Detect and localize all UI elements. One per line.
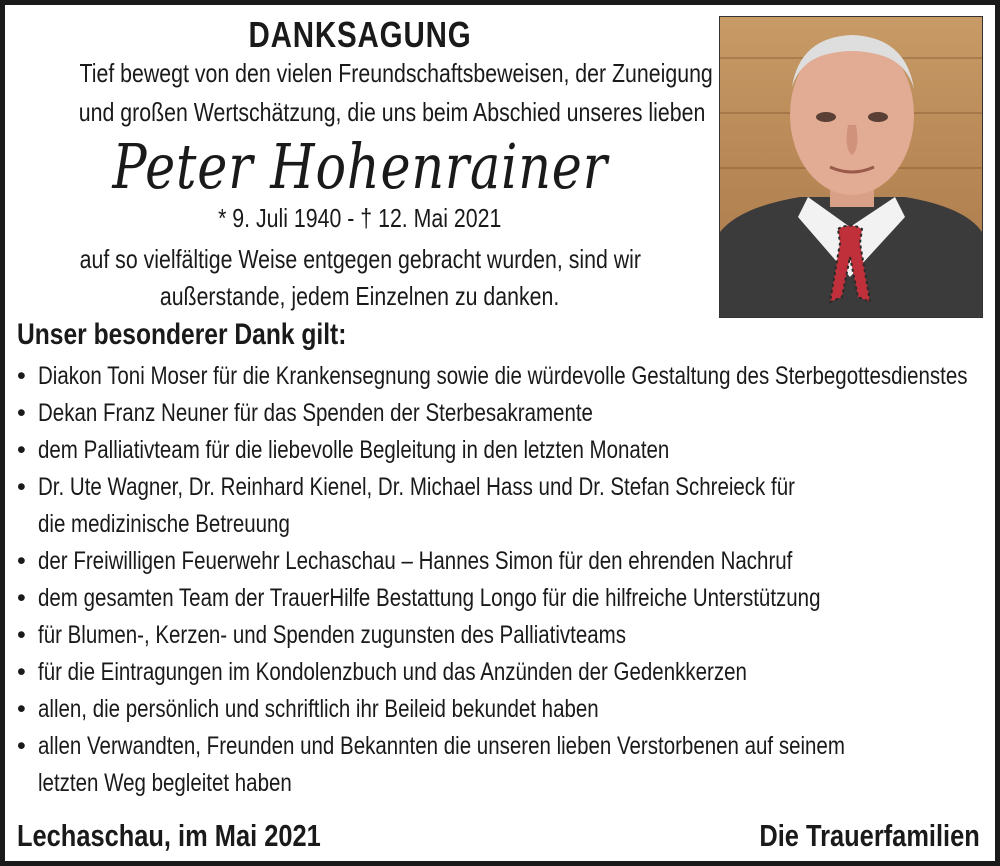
bullet: • [17,547,26,575]
list-item: • Dekan Franz Neuner für das Spenden der Sterbesakramente [17,395,987,432]
life-dates: * 9. Juli 1940 - † 12. Mai 2021 [218,203,502,233]
list-item: • dem Palliativteam für die liebevolle Begleitung in den letzten Monaten [17,432,987,469]
list-item: • dem gesamten Team der TrauerHilfe Bestattung Longo für die hilfreiche Unterstützung [17,580,987,617]
bullet: • [17,658,26,686]
list-item: • der Freiwilligen Feuerwehr Lechaschau – Hannes Simon für den ehrenden Nachruf [17,543,987,580]
bullet: • [17,436,26,464]
after-line-2: außerstande, jedem Einzelnen zu danken. [160,281,560,311]
intro-line-1: Tief bewegt von den vielen Freundschaftsbeweisen, der Zuneigung [79,58,713,88]
bullet: • [17,399,26,427]
page-title: DANKSAGUNG [248,14,472,55]
thanks-list [17,358,987,802]
list-item: • allen, die persönlich und schriftlich ihr Beileid bekundet haben [17,691,987,728]
bullet: • [17,362,26,390]
list-item: • für die Eintragungen im Kondolenzbuch und das Anzünden der Gedenkkerzen [17,654,987,691]
list-item: • für Blumen-, Kerzen- und Spenden zugunsten des Palliativteams [17,617,987,654]
list-item: • Dr. Ute Wagner, Dr. Reinhard Kienel, Dr. Michael Hass und Dr. Stefan Schreieck für die medizinische Betreuung [17,469,987,543]
place-date: Lechaschau, im Mai 2021 [17,818,321,853]
after-line-1: auf so vielfältige Weise entgegen gebracht wurden, sind wir [79,244,641,274]
portrait-photo [719,16,983,318]
bullet: • [17,621,26,649]
bullet: • [17,584,26,612]
list-item: • allen Verwandten, Freunden und Bekannten die unseren lieben Verstorbenen auf seinem letzten Weg begleitet haben [17,728,987,802]
deceased-name: Peter Hohenrainer [112,130,608,203]
list-item: • Diakon Toni Moser für die Krankensegnung sowie die würdevolle Gestaltung des Sterbegottesdienstes [17,358,987,395]
bullet: • [17,473,26,501]
intro-line-2: und großen Wertschätzung, die uns beim Abschied unseres lieben [78,97,706,127]
portrait-icon [720,17,982,317]
signature: Die Trauerfamilien [759,818,980,853]
thanks-heading: Unser besonderer Dank gilt: [17,318,347,351]
bullet: • [17,695,26,723]
bullet: • [17,732,26,760]
